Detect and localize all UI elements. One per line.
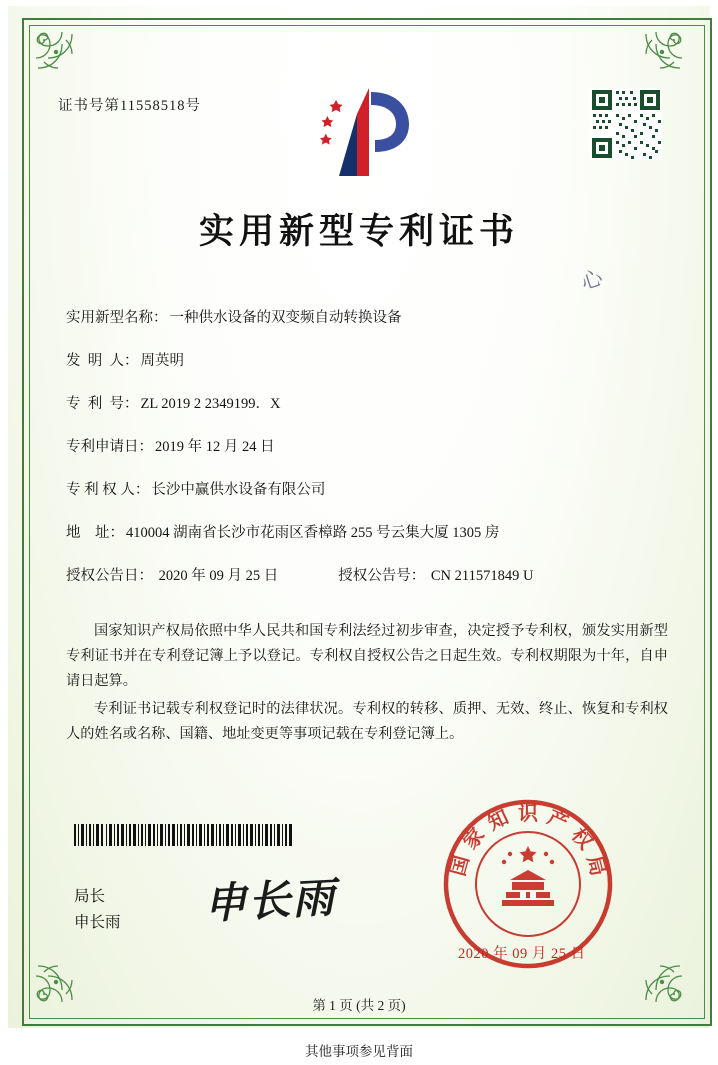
field-label: 专 利 号： bbox=[66, 396, 139, 412]
signature-script: 申长雨 bbox=[203, 875, 338, 929]
field-label: 实用新型名称： bbox=[66, 310, 168, 326]
grant-date-segment bbox=[66, 564, 278, 585]
corner-ornament-icon bbox=[32, 28, 94, 90]
signature-name: 申长雨 bbox=[74, 914, 121, 931]
field-label: 授权公告号： bbox=[338, 568, 426, 584]
field-list bbox=[66, 306, 666, 601]
footnote: 其他事项参见背面 bbox=[305, 1044, 413, 1059]
seal-date: 2020 年 09 月 25 日 bbox=[458, 946, 586, 962]
field-row-patent-number bbox=[66, 392, 666, 413]
field-value: 410004 湖南省长沙市花雨区香樟路 255 号云集大厦 1305 房 bbox=[126, 525, 500, 541]
signature-block bbox=[74, 884, 121, 936]
barcode-icon bbox=[74, 824, 292, 846]
field-value: ZL 2019 2 2349199．X bbox=[140, 396, 281, 412]
field-value: 2019 年 12 月 24 日 bbox=[155, 439, 275, 455]
handwritten-annotation: 心 bbox=[578, 265, 606, 295]
field-label: 发 明 人： bbox=[66, 353, 139, 369]
svg-text:知: 知 bbox=[484, 806, 513, 835]
svg-text:产: 产 bbox=[543, 806, 572, 835]
legal-text-block bbox=[66, 619, 668, 750]
page-title: 实用新型专利证书 bbox=[198, 212, 519, 251]
svg-text:识: 识 bbox=[518, 803, 538, 825]
field-value: 一种供水设备的双变频自动转换设备 bbox=[169, 310, 402, 326]
field-label: 专利申请日： bbox=[66, 439, 153, 455]
field-row-utility-model-name bbox=[66, 306, 666, 327]
grant-number-segment bbox=[338, 564, 533, 585]
field-row-application-date bbox=[66, 435, 666, 456]
field-row-address bbox=[66, 521, 666, 542]
field-label: 专 利 权 人： bbox=[66, 482, 150, 498]
svg-text:国: 国 bbox=[447, 853, 474, 879]
svg-text:局: 局 bbox=[582, 853, 609, 879]
certificate-sheet bbox=[8, 6, 710, 1028]
field-row-patentee bbox=[66, 478, 666, 499]
paragraph-1: 国家知识产权局依照中华人民共和国专利法经过初步审查，决定授予专利权，颁发实用新型专利证书并在专利登记簿上予以登记。专利权自授权公告之日起生效。专利权期限为十年，自申请日起算。 bbox=[66, 623, 668, 689]
svg-text:家: 家 bbox=[459, 824, 490, 854]
page-number: 第 1 页 (共 2 页) bbox=[312, 998, 406, 1013]
signature-title: 局长 bbox=[74, 888, 106, 905]
field-value: 2020 年 09 月 25 日 bbox=[158, 568, 279, 584]
corner-ornament-icon bbox=[624, 28, 686, 90]
qr-code-icon bbox=[590, 88, 662, 160]
svg-text:权: 权 bbox=[566, 824, 597, 854]
field-value: 周英明 bbox=[140, 353, 184, 369]
field-row-grant-announcement bbox=[66, 564, 666, 585]
field-label: 地 址： bbox=[66, 525, 124, 541]
paragraph-2: 专利证书记载专利权登记时的法律状况。专利权的转移、质押、无效、终止、恢复和专利权人的姓名或名称、国籍、地址变更等事项记载在专利登记簿上。 bbox=[66, 701, 668, 742]
field-row-inventor bbox=[66, 349, 666, 370]
field-value: 长沙中赢供水设备有限公司 bbox=[151, 482, 326, 498]
field-value: CN 211571849 U bbox=[430, 568, 534, 584]
field-label: 授权公告日： bbox=[66, 568, 153, 584]
certificate-number: 证书号第11558518号 bbox=[58, 98, 201, 114]
cnipa-logo-icon bbox=[313, 84, 423, 180]
